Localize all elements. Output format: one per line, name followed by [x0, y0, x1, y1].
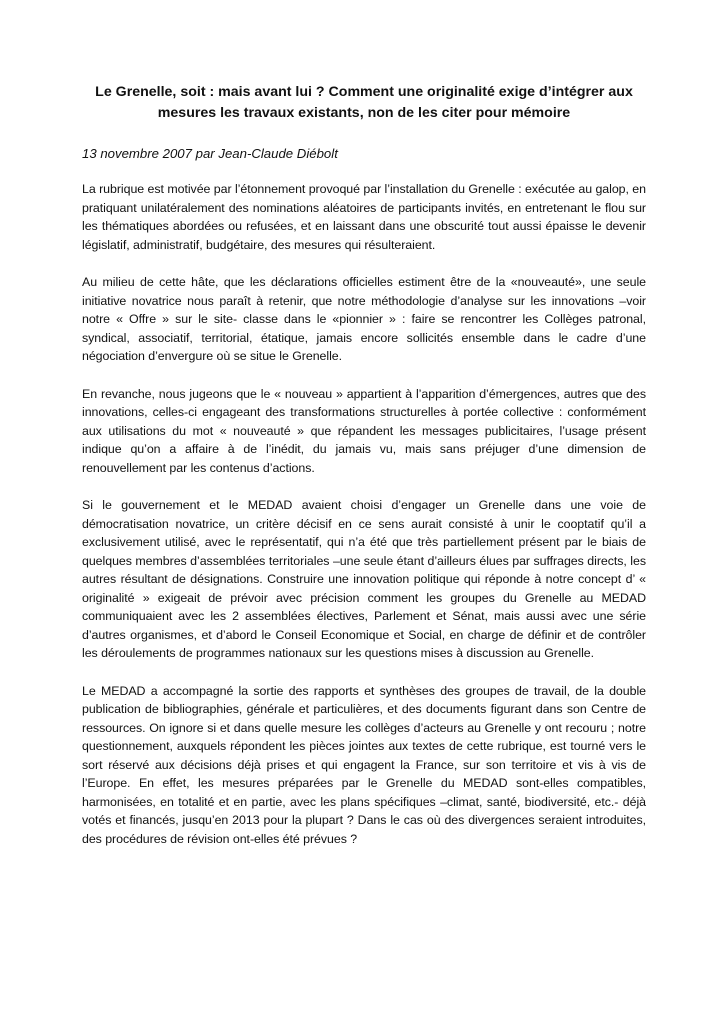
paragraph-3: En revanche, nous jugeons que le « nouveau » appartient à l’apparition d’émergences, autres que des innovations, celles-ci engageant des transformations structurelles à portée collective : conformément aux utilisations du mot « nouveauté » que répandent les messages publicitaires, l’usage présent indique qu’on a affaire à de l’inédit, du jamais vu, mais sans préjuger d’une dimension de renouvellement par les contenus d’actions. — [82, 386, 646, 475]
paragraph-1: La rubrique est motivée par l’étonnement provoqué par l’installation du Grenelle : exécutée au galop, en pratiquant unilatéralement des nominations aléatoires de participants invités, en entretenant le flou sur les thématiques abordées ou refusées, et en laissant dans une obscurité tout aussi épaisse le devenir législatif, administratif, budgétaire, des mesures qui résulteraient. — [82, 182, 646, 252]
byline: 13 novembre 2007 par Jean-Claude Diébolt — [82, 146, 338, 161]
paragraph-5: Le MEDAD a accompagné la sortie des rapports et synthèses des groupes de travail, de la double publication de bibliographies, générale et particulières, et des documents figurant dans son Centre de ressources. On ignore si et dans quelle mesure les collèges d’acteurs au Grenelle y ont recouru ; notre questionnement, auxquels répondent les pièces jointes aux textes de cette rubrique, est tourné vers le sort réservé aux décisions déjà prises et qui engagent la France, sur son territoire et vis à vis de l’Europe. En effet, les mesures préparées par le Grenelle du MEDAD sont-elles compatibles, harmonisées, en totalité et en partie, avec les plans spécifiques –climat, santé, biodiversité, etc.- déjà votés et financés, jusqu’en 2013 pour la plupart ? Dans le cas où des divergences seraient introduites, des procédures de révision ont-elles été prévues ? — [82, 683, 646, 846]
document-page — [82, 82, 646, 848]
document-title: Le Grenelle, soit : mais avant lui ? Comment une originalité exige d’intégrer aux mesures les travaux existants, non de les citer pour mémoire — [95, 84, 633, 121]
paragraph-4: Si le gouvernement et le MEDAD avaient choisi d’engager un Grenelle dans une voie de démocratisation novatrice, un critère décisif en ce sens aurait consisté à unir le cooptatif qu’il a exclusivement utilisé, avec le représentatif, qui n’a été que très partiellement présent par le biais de quelques membres d’assemblées territoriales –une seule étant d’ailleurs élues par suffrages directs, les autres résultant de désignations. Construire une innovation politique qui réponde à notre concept d’ « originalité » exigeait de prévoir avec précision comment les groupes du Grenelle au MEDAD communiquaient avec les 2 assemblées électives, Parlement et Sénat, mais aussi avec une série d’autres organismes, et d’abord le Conseil Economique et Social, en charge de définir et de contrôler les déroulements de programmes nationaux sur les questions mises à discussion au Grenelle. — [82, 498, 646, 660]
paragraph-2: Au milieu de cette hâte, que les déclarations officielles estiment être de la «nouveauté», une seule initiative novatrice nous paraît à retenir, que notre méthodologie d’analyse sur les innovations –voir notre « Offre » sur le site- classe dans le «pionnier » : faire se rencontrer les Collèges patronal, syndical, associatif, territorial, étatique, jamais encore sollicités ensemble dans le cadre d’une négociation d’envergure où se situe le Grenelle. — [82, 275, 646, 363]
